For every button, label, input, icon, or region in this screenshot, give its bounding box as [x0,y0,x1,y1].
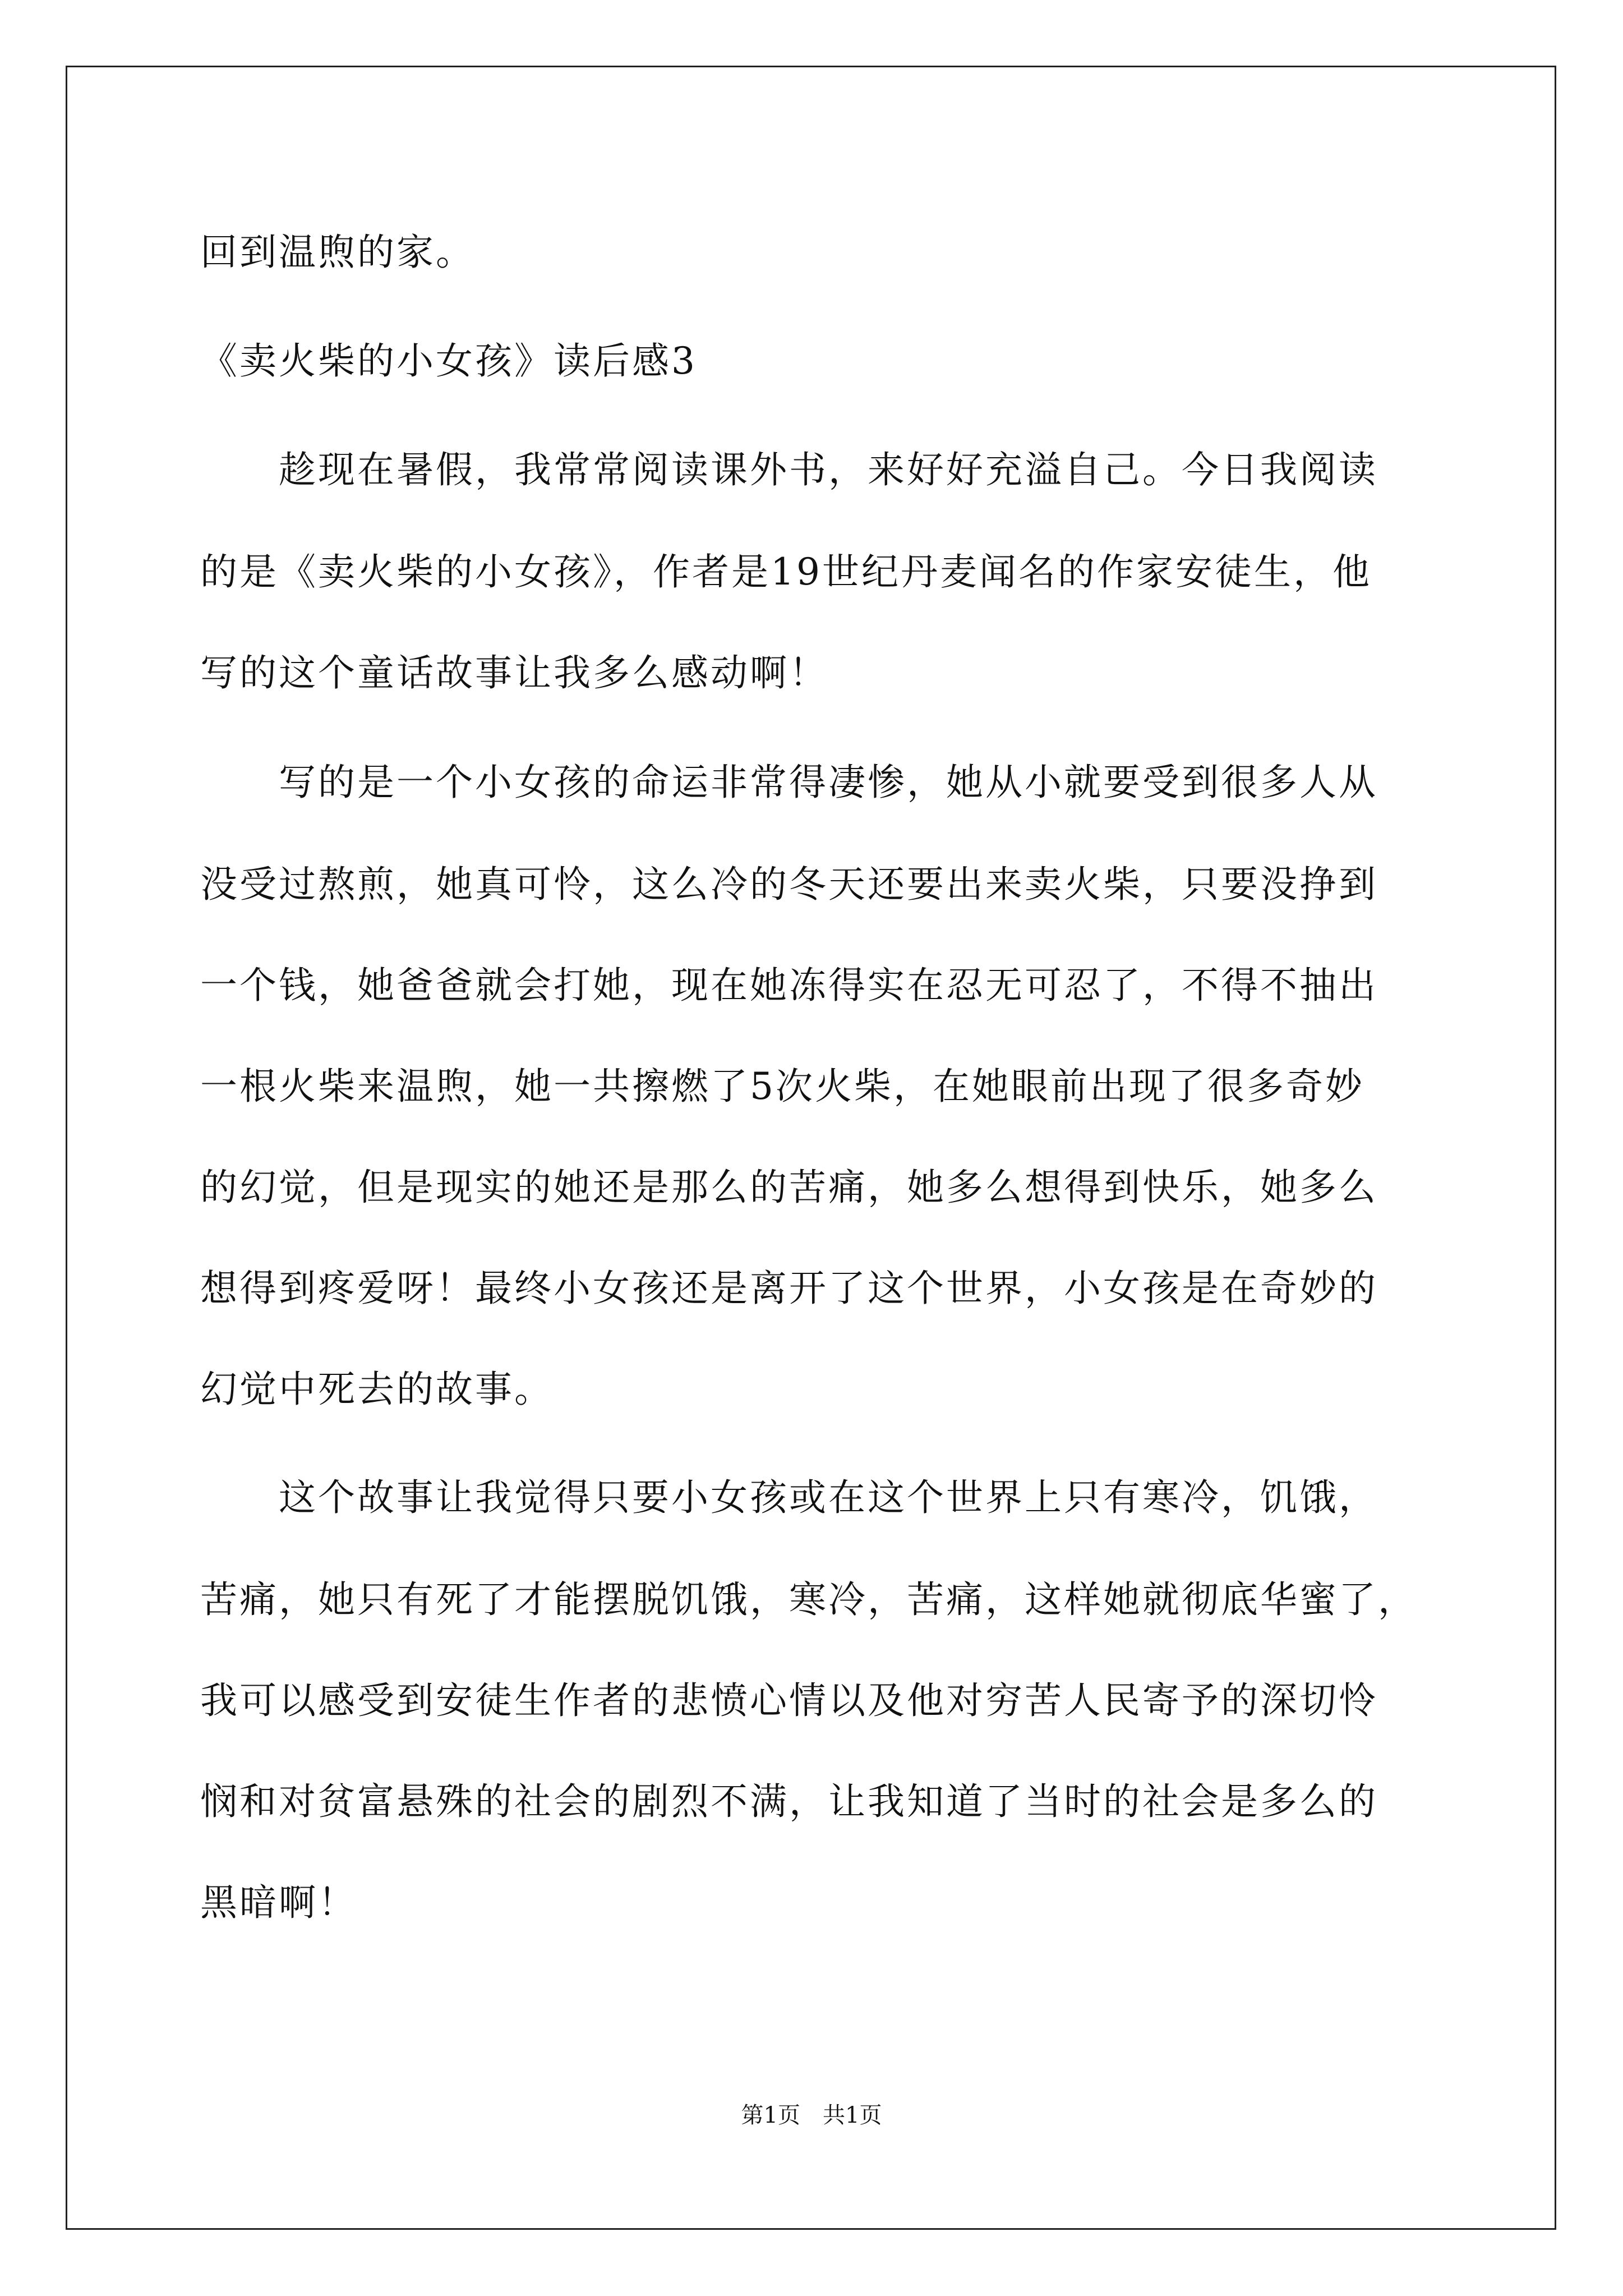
text-line: 的幻觉，但是现实的她还是那么的苦痛，她多么想得到快乐，她多么 [200,1166,1378,1209]
section-heading: 《卖火柴的小女孩》读后感3 [200,339,697,383]
text-line: 的是《卖火柴的小女孩》，作者是19世纪丹麦闻名的作家安徒生，他 [200,550,1372,593]
text-line: 回到温煦的家。 [200,231,475,274]
text-line: 没受过熬煎，她真可怜，这么冷的冬天还要出来卖火柴，只要没挣到 [200,863,1378,906]
text-line: 一个钱，她爸爸就会打她，现在她冻得实在忍无可忍了，不得不抽出 [200,964,1378,1007]
text-line: 趁现在暑假，我常常阅读课外书，来好好充溢自己。今日我阅读 [200,448,1378,491]
text-line: 想得到疼爱呀！最终小女孩还是离开了这个世界，小女孩是在奇妙的 [200,1267,1378,1310]
text-line: 这个故事让我觉得只要小女孩或在这个世界上只有寒冷，饥饿， [200,1476,1378,1519]
text-line: 我可以感受到安徒生作者的悲愤心情以及他对穷苦人民寄予的深切怜 [200,1679,1378,1722]
text-line: 写的这个童话故事让我多么感动啊！ [200,651,828,694]
text-line: 写的是一个小女孩的命运非常得凄惨，她从小就要受到很多人从 [200,761,1378,804]
text-line: 一根火柴来温煦，她一共擦燃了5次火柴，在她眼前出现了很多奇妙 [200,1065,1364,1108]
text-line: 苦痛，她只有死了才能摆脱饥饿，寒冷，苦痛，这样她就彻底华蜜了， [200,1578,1417,1621]
page-number-footer: 第1页 共1页 [741,2102,882,2128]
text-line: 悯和对贫富悬殊的社会的剧烈不满，让我知道了当时的社会是多么的 [200,1780,1378,1823]
text-line: 黑暗啊！ [200,1881,357,1924]
text-line: 幻觉中死去的故事。 [200,1368,554,1411]
